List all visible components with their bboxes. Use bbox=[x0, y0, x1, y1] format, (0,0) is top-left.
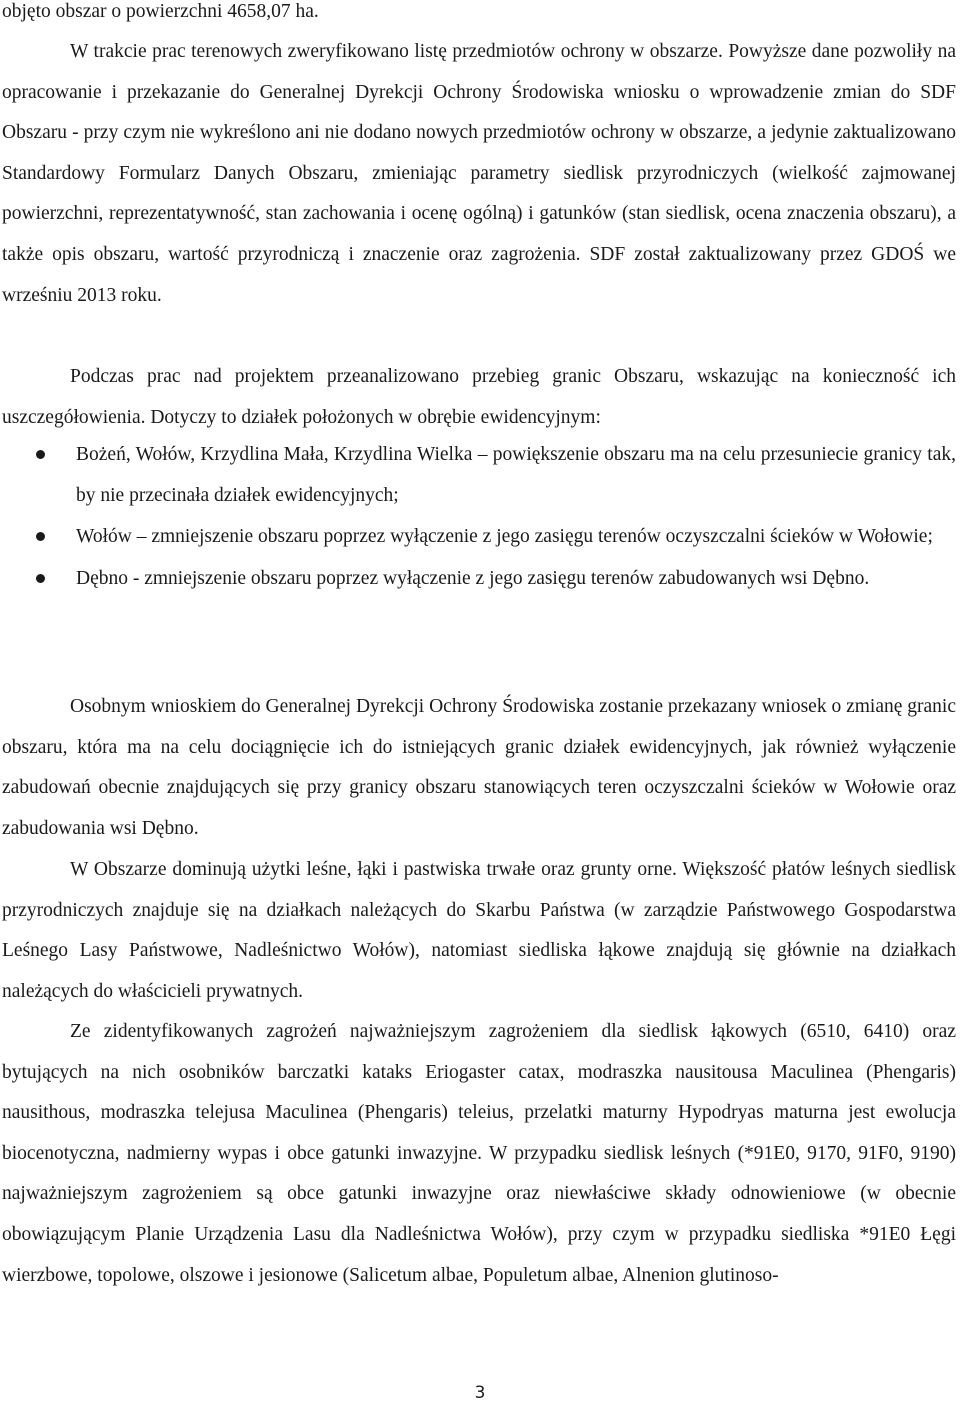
list-item-text: Wołów – zmniejszenie obszaru poprzez wyłączenie z jego zasięgu terenów oczyszczalni ścieków w Wołowie; bbox=[76, 526, 933, 548]
bullet-icon bbox=[36, 450, 45, 459]
paragraph-land-use: W Obszarze dominują użytki leśne, łąki i pastwiska trwałe oraz grunty orne. Większość płatów leśnych siedlisk przyrodniczych znajduje się na działkach należących do Skarbu Państwa (w zarządzie Państwowego Gospodarstwa Leśnego Lasy Państwowe, Nadleśnictwo Wołów), natomiast siedliska łąkowe znajdują się głównie na działkach należących do właścicieli prywatnych. bbox=[2, 859, 956, 1002]
bullet-icon bbox=[36, 574, 45, 583]
paragraph-boundary-analysis: Podczas prac nad projektem przeanalizowano przebieg granic Obszaru, wskazując na konieczność ich uszczegółowienia. Dotyczy to działek położonych w obrębie ewidencyjnym: bbox=[2, 366, 956, 428]
page-number: 3 bbox=[474, 1383, 486, 1403]
paragraph-area-summary: objęto obszar o powierzchni 4658,07 ha. bbox=[2, 1, 319, 22]
paragraph-field-verification: W trakcie prac terenowych zweryfikowano listę przedmiotów ochrony w obszarze. Powyższe dane pozwoliły na opracowanie i przekazanie do Generalnej Dyrekcji Ochrony Środowiska wniosku o wprowadzenie zmian do SDF Obszaru - przy czym nie wykreślono ani nie dodano nowych przedmiotów ochrony w obszarze, a jedynie zaktualizowano Standardowy Formularz Danych Obszaru, zmieniając parametry siedlisk przyrodniczych (wielkość zajmowanej powierzchni, reprezentatywność, stan zachowania i ocenę ogólną) i gatunków (stan siedlisk, ocena znaczenia obszaru), a także opis obszaru, wartość przyrodniczą i znaczenie oraz zagrożenia. SDF został zaktualizowany przez GDOŚ we wrześniu 2013 roku. bbox=[2, 41, 956, 306]
boundary-change-list bbox=[0, 435, 956, 600]
list-item bbox=[0, 517, 956, 558]
paragraph-boundary-request: Osobnym wnioskiem do Generalnej Dyrekcji Ochrony Środowiska zostanie przekazany wniosek o zmianę granic obszaru, która ma na celu dociągnięcie ich do istniejących granic działek ewidencyjnych, jak również wyłączenie zabudowań obecnie znajdujących się przy granicy obszaru stanowiących teren oczyszczalni ścieków w Wołowie oraz zabudowania wsi Dębno. bbox=[2, 696, 956, 839]
bullet-icon bbox=[36, 532, 45, 541]
list-item bbox=[0, 435, 956, 516]
list-item-text: Dębno - zmniejszenie obszaru poprzez wyłączenie z jego zasięgu terenów zabudowanych wsi Dębno. bbox=[76, 567, 870, 589]
list-item bbox=[0, 559, 956, 600]
paragraph-threats: Ze zidentyfikowanych zagrożeń najważniejszym zagrożeniem dla siedlisk łąkowych (6510, 6410) oraz bytujących na nich osobników barczatki kataks Eriogaster catax, modraszka nausitousa Maculinea (Phengaris) nausithous, modraszka telejusa Maculinea (Phengaris) teleius, przelatki maturny Hypodryas maturna jest ewolucja biocenotyczna, nadmierny wypas i obce gatunki inwazyjne. W przypadku siedlisk leśnych (*91E0, 9170, 91F0, 9190) najważniejszym zagrożeniem są obce gatunki inwazyjne oraz niewłaściwe składy odnowieniowe (w obecnie obowiązującym Planie Urządzenia Lasu dla Nadleśnictwa Wołów), przy czym w przypadku siedliska *91E0 Łęgi wierzbowe, topolowe, olszowe i jesionowe (Salicetum albae, Populetum albae, Alnenion glutinoso- bbox=[2, 1021, 956, 1286]
list-item-text: Bożeń, Wołów, Krzydlina Mała, Krzydlina Wielka – powiększenie obszaru ma na celu przesuniecie granicy tak, by nie przecinała działek ewidencyjnych; bbox=[76, 444, 956, 506]
